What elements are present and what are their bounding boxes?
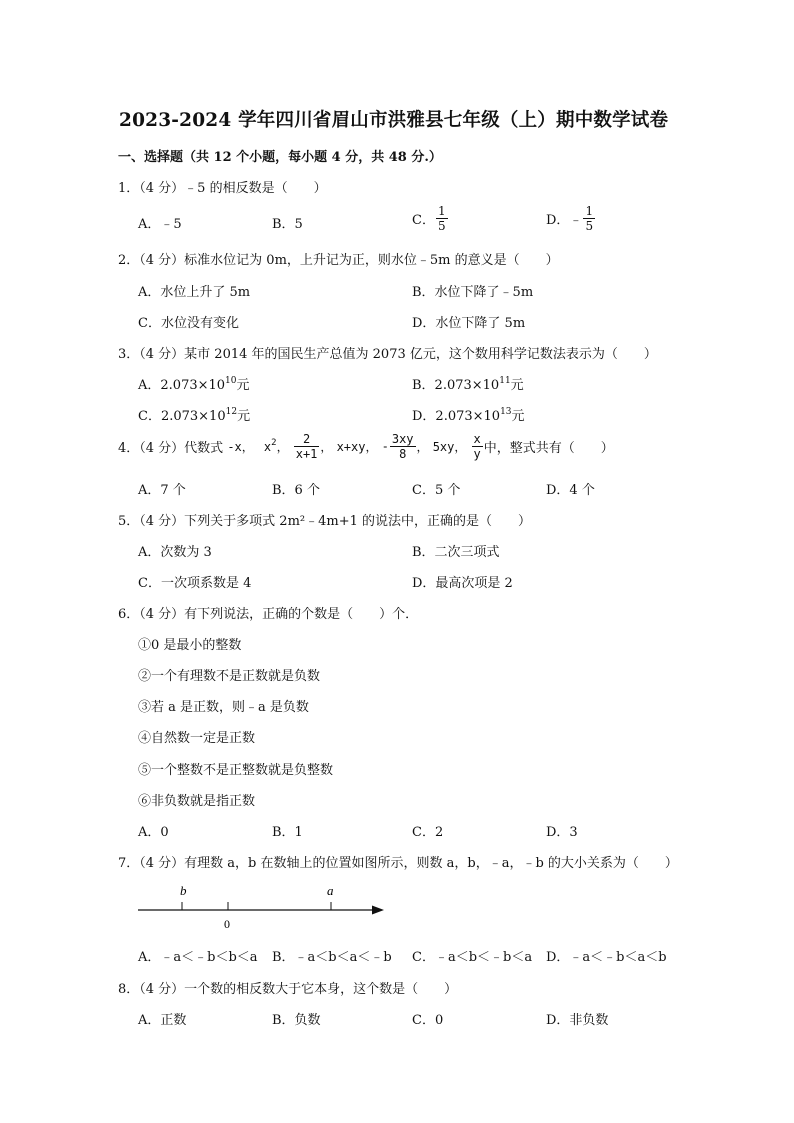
q6-option-b: B．1 bbox=[272, 825, 303, 840]
q5-option-d: D．最高次项是 2 bbox=[412, 576, 513, 591]
label-b: b bbox=[180, 883, 187, 898]
q6-statement-4: ④自然数一定是正数 bbox=[138, 731, 256, 746]
q3-option-d: D．$2.073\times 10^{13}$元 bbox=[412, 407, 525, 424]
q5-option-a: A．次数为 3 bbox=[138, 545, 212, 560]
q6-option-c: C．2 bbox=[412, 825, 444, 840]
q3-option-c: C．$2.073\times 10^{12}$元 bbox=[138, 407, 251, 424]
section-heading: 一、选择题（共 12 个小题，每小题 4 分，共 48 分.） bbox=[118, 150, 442, 165]
q8-option-d: D．非负数 bbox=[546, 1013, 609, 1028]
q5-option-b: B．二次三项式 bbox=[412, 545, 500, 560]
q3-stem: 3．（4 分）某市 2014 年的国民生产总值为 2073 亿元，这个数用科学记数法表示为（ ） bbox=[118, 347, 657, 362]
q6-statement-5: ⑤一个整数不是正整数就是负整数 bbox=[138, 763, 334, 778]
q5-option-c: C．一次项系数是 4 bbox=[138, 576, 252, 591]
q1-d-fraction: $\frac{1}{5}$ bbox=[585, 204, 594, 233]
q3-option-b: B．$2.073\times 10^{11}$元 bbox=[412, 376, 524, 393]
q6-option-a: A．0 bbox=[138, 825, 169, 840]
q8-stem: 8．（4 分）一个数的相反数大于它本身，这个数是（ ） bbox=[118, 982, 458, 997]
q4-stem: 4．（4 分）代数式 -x， $x^2$， $\frac{2}{x+1}$ ， x+xy， - $\frac{3xy}{8}$ ， 5xy， $\frac{x}{y}$ 中，整式共有（ ） bbox=[118, 432, 614, 461]
q4-option-b: B．6 个 bbox=[272, 483, 320, 498]
q4-fraction-x-over-y: $\frac{x}{y}$ bbox=[473, 432, 481, 461]
q6-statement-2: ②一个有理数不是正数就是负数 bbox=[138, 669, 321, 684]
q1-option-b: B．5 bbox=[272, 217, 303, 232]
q7-option-b: B．﹣a＜b＜a＜﹣b bbox=[272, 950, 392, 965]
label-a: a bbox=[327, 883, 334, 898]
q1-option-a: A．﹣5 bbox=[138, 217, 182, 232]
number-line-figure bbox=[136, 880, 388, 932]
q2-option-d: D．水位下降了 5m bbox=[412, 316, 526, 331]
q4-fraction-3xy-over-8: $\frac{3xy}{8}$ bbox=[391, 432, 414, 461]
q5-stem: 5．（4 分）下列关于多项式 2m²﹣4m+1 的说法中，正确的是（ ） bbox=[118, 514, 532, 529]
q2-option-a: A．水位上升了 5m bbox=[138, 285, 251, 300]
number-line-arrow bbox=[372, 906, 384, 915]
q8-option-a: A．正数 bbox=[138, 1013, 187, 1028]
q3-option-a: A．$2.073\times 10^{10}$元 bbox=[138, 376, 250, 393]
q1-c-fraction: $\frac{1}{5}$ bbox=[437, 204, 446, 233]
q7-option-a: A．﹣a＜﹣b＜b＜a bbox=[138, 950, 258, 965]
q1-option-d: D．﹣ $\frac{1}{5}$ bbox=[546, 204, 594, 233]
q2-option-b: B．水位下降了﹣5m bbox=[412, 285, 534, 300]
q4-option-a: A．7 个 bbox=[138, 483, 186, 498]
q8-option-b: B．负数 bbox=[272, 1013, 321, 1028]
q6-statement-3: ③若 a 是正数，则﹣a 是负数 bbox=[138, 700, 309, 715]
q7-option-c: C．﹣a＜b＜﹣b＜a bbox=[412, 950, 533, 965]
q2-option-c: C．水位没有变化 bbox=[138, 316, 239, 331]
q2-stem: 2．（4 分）标准水位记为 0m，上升记为正，则水位﹣5m 的意义是（ ） bbox=[118, 253, 559, 268]
q1-stem: 1．（4 分）﹣5 的相反数是（ ） bbox=[118, 181, 327, 196]
q6-statement-1: ①0 是最小的整数 bbox=[138, 638, 242, 653]
q7-option-d: D．﹣a＜﹣b＜a＜b bbox=[546, 950, 667, 965]
q6-statement-6: ⑥非负数就是指正数 bbox=[138, 794, 256, 809]
q4-option-c: C．5 个 bbox=[412, 483, 461, 498]
q6-option-d: D．3 bbox=[546, 825, 578, 840]
q4-fraction-2-over-x-plus-1: $\frac{2}{x+1}$ bbox=[295, 432, 318, 461]
q7-stem: 7．（4 分）有理数 a，b 在数轴上的位置如图所示，则数 a，b，﹣a，﹣b 的大小关系为（ ） bbox=[118, 856, 678, 871]
label-zero: 0 bbox=[224, 917, 230, 931]
q1-option-c: C． $\frac{1}{5}$ bbox=[412, 204, 446, 233]
q6-stem: 6．（4 分）有下列说法，正确的个数是（ ）个． bbox=[118, 607, 419, 622]
page-title: 2023-2024 学年四川省眉山市洪雅县七年级（上）期中数学试卷 bbox=[119, 110, 669, 131]
q4-option-d: D．4 个 bbox=[546, 483, 595, 498]
q8-option-c: C．0 bbox=[412, 1013, 444, 1028]
